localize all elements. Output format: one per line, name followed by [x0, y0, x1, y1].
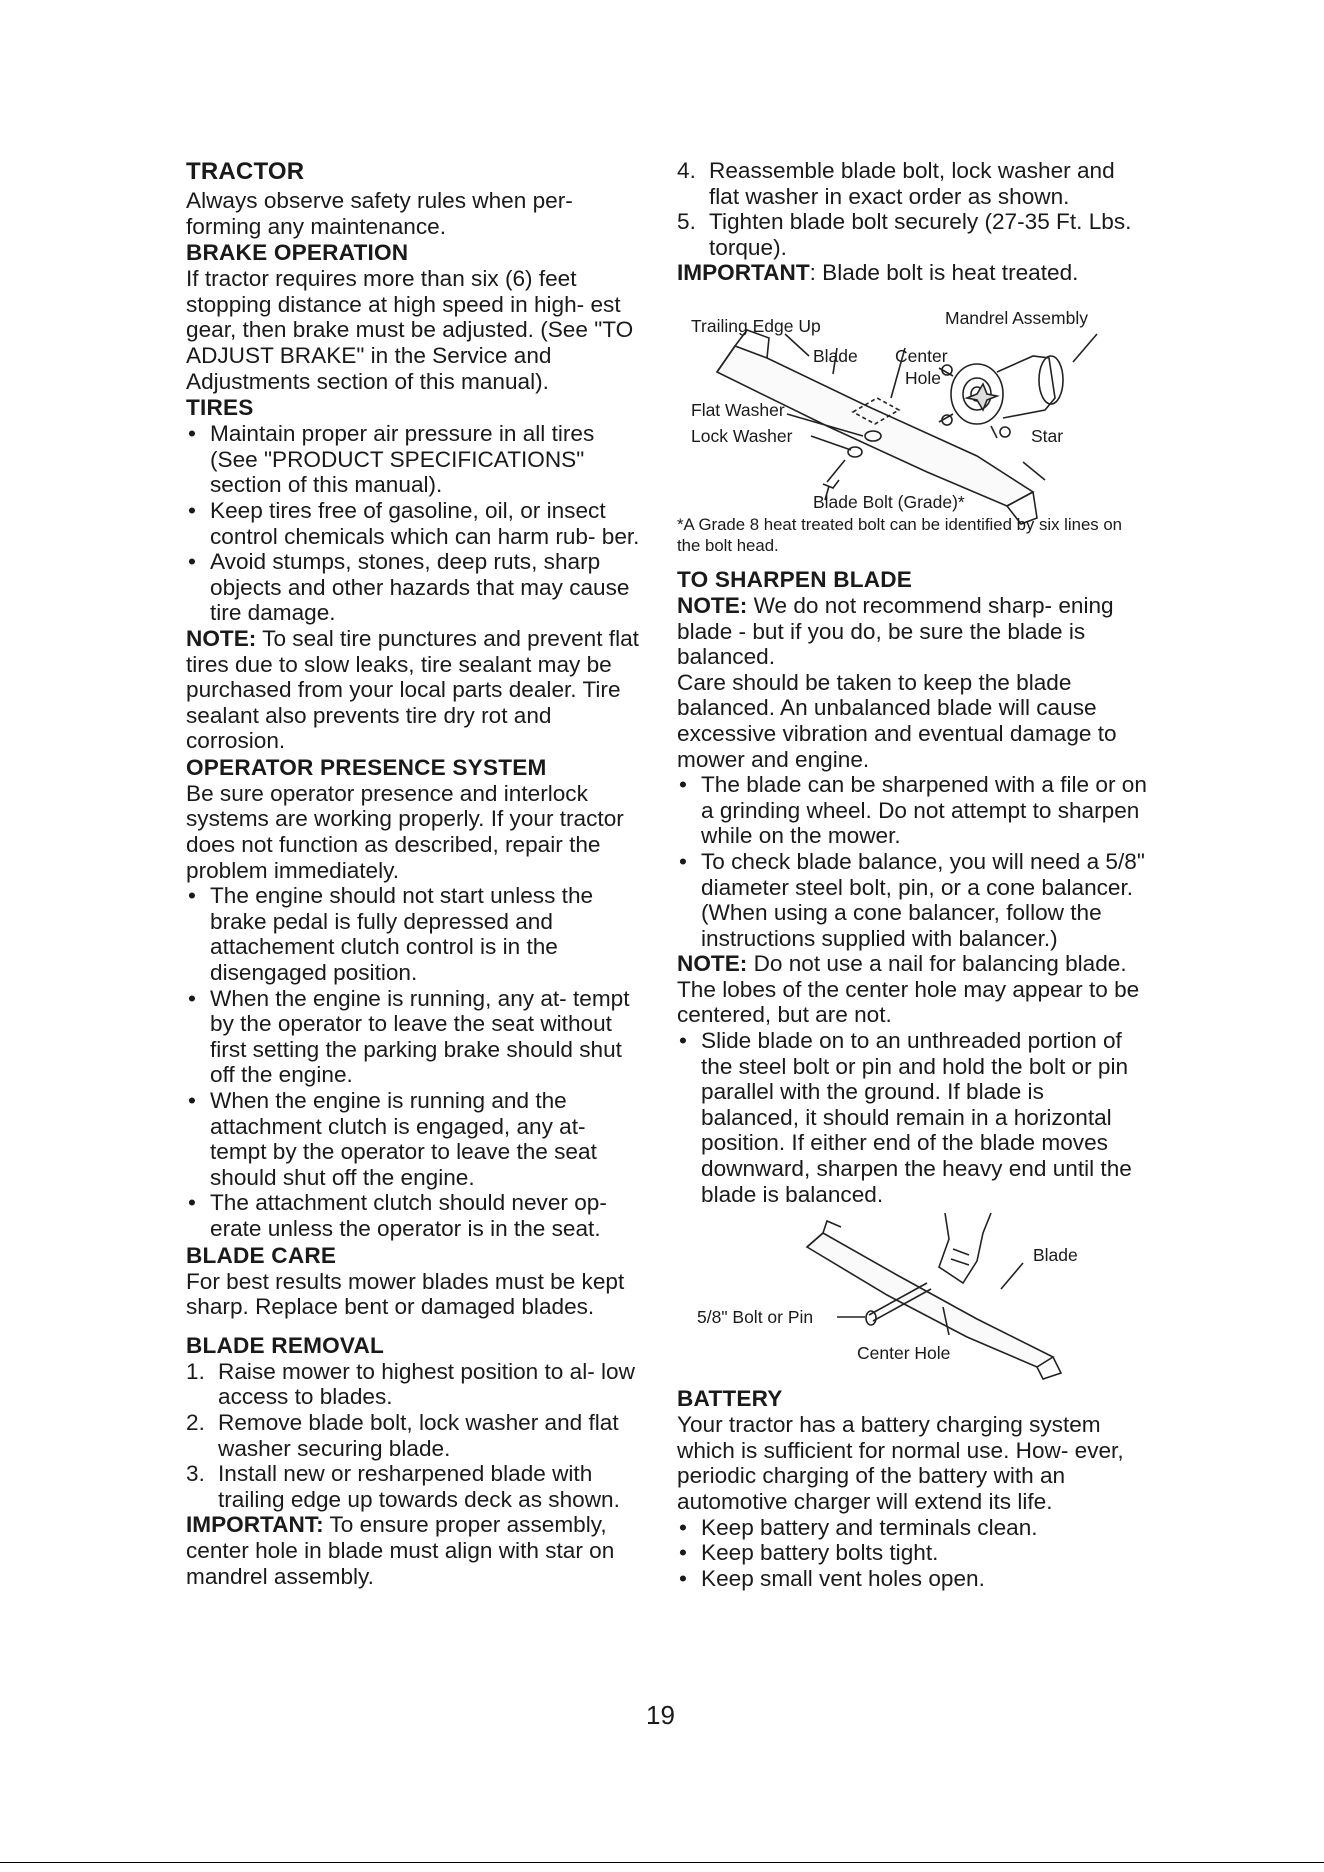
label-center: Center [895, 345, 948, 366]
label-flat-washer: Flat Washer [691, 399, 785, 420]
list-item [186, 1410, 648, 1461]
list-item [677, 158, 1147, 209]
section-heading-blade-removal: BLADE REMOVAL [186, 1332, 384, 1358]
step-text: Tighten blade bolt securely (27-35 Ft. Lbs. torque). [709, 209, 1132, 260]
page-bottom-rule [0, 1862, 1324, 1863]
sharpen-note [677, 593, 1147, 670]
list-item: • The engine should not start unless the brake pedal is fully depressed and attachement clutch control is in the disengaged position. [186, 883, 648, 985]
blade-balance-figure [677, 1207, 1127, 1385]
right-column [677, 158, 1147, 1591]
note-label: NOTE: [677, 592, 748, 618]
list-item: • Keep battery and terminals clean. [677, 1515, 1147, 1541]
list-item: • Keep small vent holes open. [677, 1566, 1147, 1592]
label-blade: Blade [1033, 1245, 1078, 1266]
blade-care-text: For best results mower blades must be kept sharp. Replace bent or damaged blades. [186, 1268, 625, 1320]
step-text: Reassemble blade bolt, lock washer and flat washer in exact order as shown. [709, 158, 1115, 209]
list-item [677, 209, 1147, 260]
note-text: Do not use a nail for balancing blade. The lobes of the center hole may appear to be centered, but are not. [677, 951, 1140, 1028]
step-number: 3. [186, 1461, 205, 1487]
label-lock-washer: Lock Washer [691, 425, 793, 446]
list-item: • Maintain proper air pressure in all tires (See "PRODUCT SPECIFICATIONS" section of this manual). [186, 421, 648, 498]
note-label: NOTE: [186, 625, 257, 651]
sharpen-note-2 [677, 951, 1147, 1028]
section-heading-sharpen-blade: TO SHARPEN BLADE [677, 566, 913, 592]
sharpen-list-2 [677, 1028, 1147, 1207]
blade-removal-steps [186, 1359, 648, 1513]
list-item: • Keep battery bolts tight. [677, 1540, 1147, 1566]
section-heading-brake: BRAKE OPERATION [186, 240, 409, 266]
step-number: 5. [677, 209, 696, 235]
step-number: 4. [677, 158, 696, 183]
step-number: 1. [186, 1358, 205, 1384]
step-number: 2. [186, 1409, 205, 1435]
tractor-intro: Always observe safety rules when per- forming any maintenance. [186, 188, 573, 239]
list-item: • The blade can be sharpened with a file or on a grinding wheel. Do not attempt to sharpen while on the mower. [677, 772, 1147, 849]
sharpen-list [677, 772, 1147, 951]
note-text: We do not recommend sharp- ening blade - but if you do, be sure the blade is balanced. [677, 592, 1114, 670]
step-text: Install new or resharpened blade with trailing edge up towards deck as shown. [218, 1461, 620, 1512]
label-blade-bolt: Blade Bolt (Grade)* [813, 491, 965, 512]
label-mandrel-assembly: Mandrel Assembly [945, 307, 1088, 328]
important-label: IMPORTANT [677, 260, 810, 286]
step-text: Remove blade bolt, lock washer and flat washer securing blade. [218, 1409, 619, 1461]
ops-text: Be sure operator presence and interlock systems are working properly. If your tractor does not function as described, repair the problem immediately. [186, 780, 624, 883]
battery-text: Your tractor has a battery charging system which is sufficient for normal use. How- ever, periodic charging of the battery with an automotive charger will extend its life. [677, 1412, 1124, 1514]
label-star: Star [1031, 425, 1064, 446]
sharpen-text: Care should be taken to keep the blade balanced. An unbalanced blade will cause excessive vibration and eventual damage to mower and engine. [677, 669, 1117, 772]
tires-list [186, 421, 648, 626]
note-label: NOTE: [677, 951, 748, 977]
bolt-important [677, 260, 1147, 286]
list-item: • The attachment clutch should never op- erate unless the operator is in the seat. [186, 1190, 648, 1241]
blade-removal-important [186, 1512, 648, 1589]
list-item [186, 1461, 648, 1512]
step-text: Raise mower to highest position to al- low access to blades. [218, 1358, 635, 1410]
brake-text: If tractor requires more than six (6) feet stopping distance at high speed in high- est gear, then brake must be adjusted. (See "TO ADJUST BRAKE" in the Service and Adjustments section of this manual). [186, 266, 634, 394]
label-bolt-or-pin: 5/8" Bolt or Pin [697, 1307, 814, 1328]
list-item: • Keep tires free of gasoline, oil, or insect control chemicals which can harm rub- ber. [186, 498, 648, 549]
section-heading-tires: TIRES [186, 395, 254, 421]
section-heading-operator-presence: OPERATOR PRESENCE SYSTEM [186, 754, 547, 780]
list-item: • To check blade balance, you will need a 5/8" diameter steel bolt, pin, or a cone balancer. (When using a cone balancer, follow the instructions supplied with balancer.) [677, 849, 1147, 951]
note-text: To seal tire punctures and prevent flat tires due to slow leaks, tire sealant may be purchased from your local parts dealer. Tire sealant also prevents tire dry rot and corrosion. [186, 625, 639, 754]
blade-assembly-figure [677, 286, 1127, 555]
battery-list [677, 1515, 1147, 1592]
list-item: • When the engine is running, any at- tempt by the operator to leave the seat without first setting the parking brake should shut off the engine. [186, 986, 648, 1088]
left-column [186, 158, 648, 1589]
important-text: To ensure proper assembly, center hole in blade must align with star on mandrel assembly. [186, 1512, 615, 1589]
section-heading-blade-care: BLADE CARE [186, 1242, 337, 1268]
label-blade: Blade [813, 345, 858, 366]
tires-note [186, 626, 648, 754]
ops-list [186, 883, 648, 1241]
list-item: • Avoid stumps, stones, deep ruts, sharp objects and other hazards that may cause tire damage. [186, 549, 648, 626]
label-hole: Hole [905, 367, 941, 388]
blade-removal-steps-continued [677, 158, 1147, 260]
label-trailing-edge: Trailing Edge Up [691, 315, 821, 336]
label-center-hole: Center Hole [857, 1343, 951, 1364]
list-item: • Slide blade on to an unthreaded portion of the steel bolt or pin and hold the bolt or pin parallel with the ground. If blade is balanced, it should remain in a horizontal position. If either end of the blade moves downward, sharpen the heavy end until the blade is balanced. [677, 1028, 1147, 1207]
important-label: IMPORTANT: [186, 1512, 324, 1538]
list-item [186, 1359, 648, 1410]
important-text: : Blade bolt is heat treated. [809, 260, 1079, 286]
list-item: • When the engine is running and the attachment clutch is engaged, any at- tempt by the operator to leave the seat should shut off the engine. [186, 1088, 648, 1190]
page-number: 19 [646, 1700, 675, 1730]
section-heading-tractor: TRACTOR [186, 158, 305, 185]
figure-footnote: *A Grade 8 heat treated bolt can be identified by six lines on the bolt head. [677, 514, 1122, 555]
section-heading-battery: BATTERY [677, 1386, 783, 1412]
